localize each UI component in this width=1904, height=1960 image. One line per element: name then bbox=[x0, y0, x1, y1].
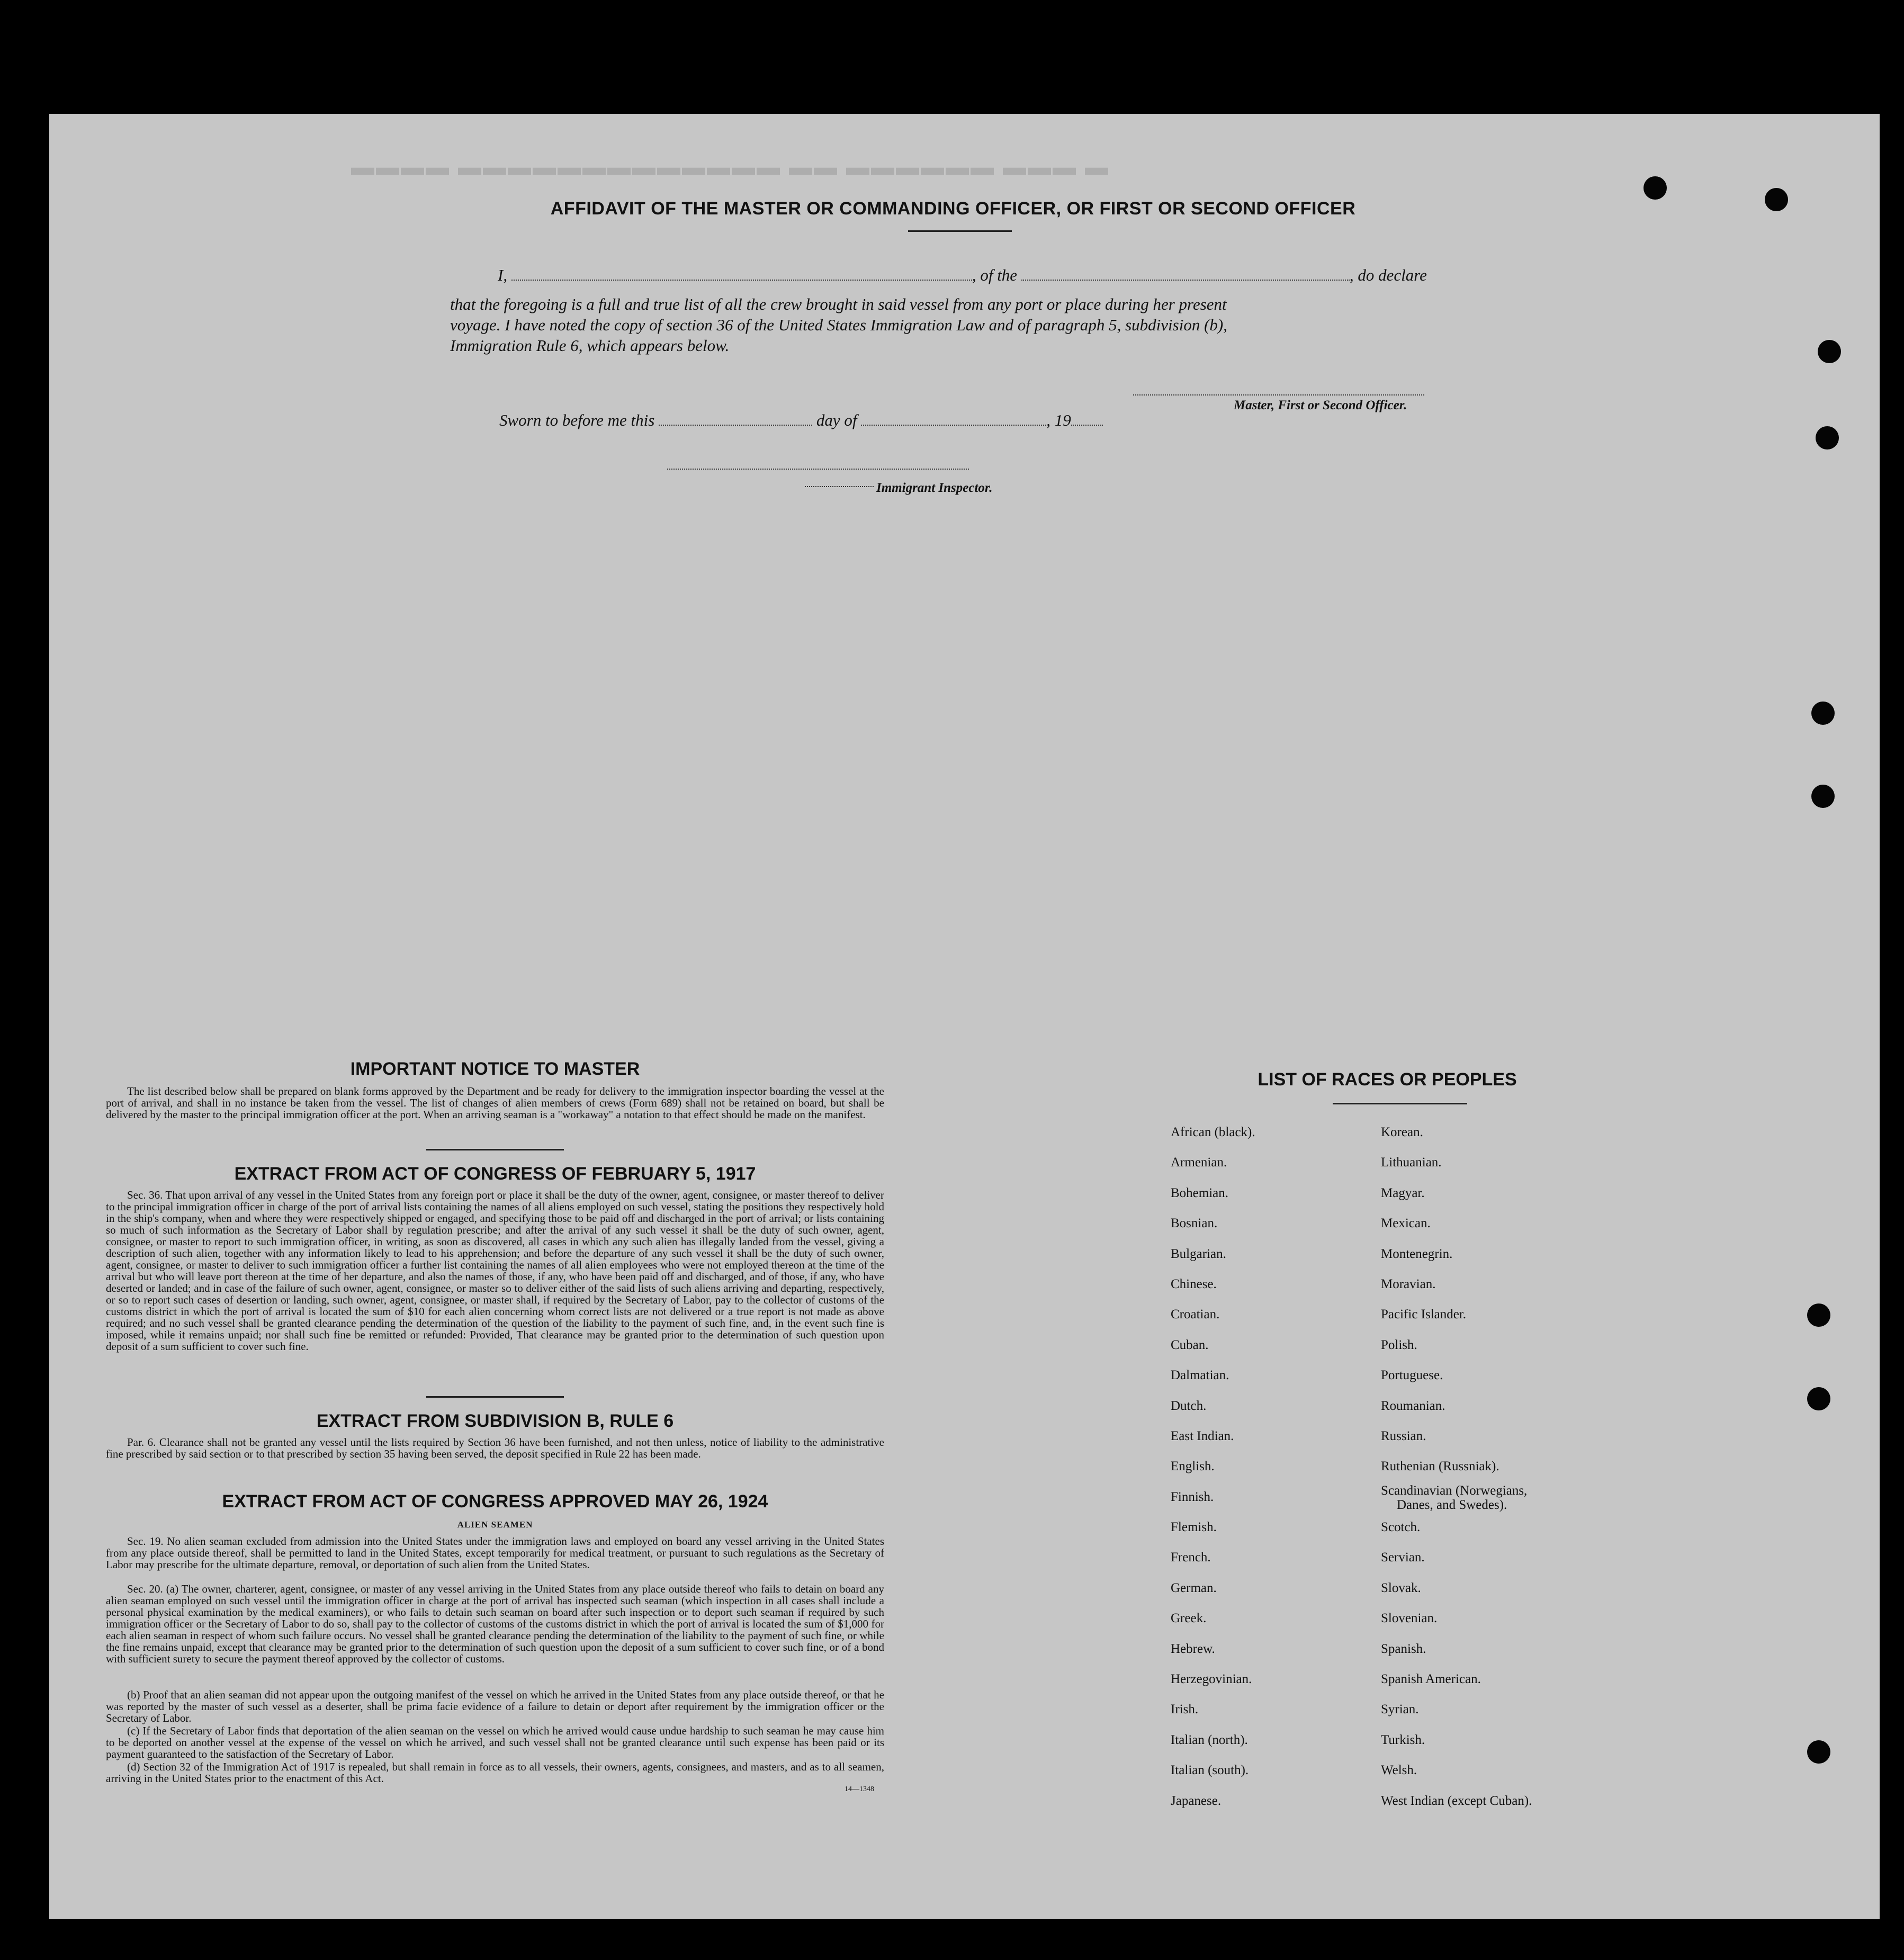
races-right-column bbox=[1381, 1117, 1532, 1816]
race-item: German. bbox=[1171, 1580, 1217, 1595]
binder-hole bbox=[1807, 1740, 1830, 1764]
race-item: African (black). bbox=[1171, 1125, 1255, 1139]
race-item: Pacific Islander. bbox=[1381, 1307, 1467, 1322]
binder-hole bbox=[1811, 702, 1835, 725]
race-item: Russian. bbox=[1381, 1428, 1426, 1443]
race-item: Armenian. bbox=[1171, 1155, 1227, 1170]
do-declare-label: , do declare bbox=[1349, 266, 1427, 284]
section-rule bbox=[426, 1149, 564, 1150]
year-label: , 19 bbox=[1046, 411, 1071, 429]
i-label: I, bbox=[498, 266, 508, 284]
affidavit-heading: AFFIDAVIT OF THE MASTER OR COMMANDING OFFICER, OR FIRST OR SECOND OFFICER bbox=[550, 199, 1356, 219]
form-number: 14—1348 bbox=[845, 1785, 874, 1793]
section-rule bbox=[426, 1396, 564, 1398]
race-item: East Indian. bbox=[1171, 1428, 1234, 1443]
inspector-caption: Immigrant Inspector. bbox=[876, 481, 993, 495]
race-item bbox=[1381, 1482, 1532, 1512]
inspector-signature-line[interactable] bbox=[667, 469, 969, 470]
races-left-column bbox=[1171, 1117, 1255, 1816]
race-item: Dalmatian. bbox=[1171, 1368, 1229, 1383]
race-item: French. bbox=[1171, 1550, 1211, 1565]
race-item: Croatian. bbox=[1171, 1307, 1220, 1322]
race-item: Greek. bbox=[1171, 1611, 1207, 1626]
race-item: Spanish American. bbox=[1381, 1672, 1481, 1687]
master-signature-line[interactable] bbox=[1133, 394, 1424, 395]
race-item: Japanese. bbox=[1171, 1793, 1222, 1808]
race-item: Lithuanian. bbox=[1381, 1155, 1442, 1170]
race-item: Herzegovinian. bbox=[1171, 1672, 1252, 1687]
race-item: Magyar. bbox=[1381, 1185, 1425, 1200]
affidavit-body-2: voyage. I have noted the copy of section 36 of the United States Immigration Law and of paragraph 5, subdivision (b), bbox=[450, 316, 1227, 334]
master-signature-caption: Master, First or Second Officer. bbox=[1234, 398, 1407, 412]
binder-hole bbox=[1643, 176, 1667, 200]
races-heading-rule bbox=[1333, 1103, 1467, 1104]
race-item: Chinese. bbox=[1171, 1276, 1217, 1291]
extract-rule6-heading: EXTRACT FROM SUBDIVISION B, RULE 6 bbox=[316, 1411, 674, 1431]
race-item: Turkish. bbox=[1381, 1732, 1425, 1747]
notice-text: The list described below shall be prepared on blank forms approved by the Department and be ready for delivery to the immigration inspector boarding the vessel at the port of arrival, and shall in no instance be taken from the vessel. The list of changes of alien members of crews (Form 689) shall not be retained on board, but shall be delivered by the master to the principal immigration officer at the port. When an arriving seaman is a "workaway" a notation to that effect should be made on the manifest. bbox=[106, 1085, 884, 1121]
race-item: Moravian. bbox=[1381, 1276, 1436, 1291]
race-item: Roumanian. bbox=[1381, 1398, 1445, 1413]
affidavit-declaration-line bbox=[450, 265, 1472, 285]
race-item: Bosnian. bbox=[1171, 1216, 1218, 1231]
sworn-line bbox=[499, 411, 1103, 430]
binder-hole bbox=[1816, 426, 1839, 449]
race-item: West Indian (except Cuban). bbox=[1381, 1793, 1532, 1808]
extract-1924-heading: EXTRACT FROM ACT OF CONGRESS APPROVED MAY 26, 1924 bbox=[222, 1491, 768, 1512]
race-item: English. bbox=[1171, 1459, 1215, 1474]
race-item: Scotch. bbox=[1381, 1520, 1421, 1535]
extract-1924-sec20b: (b) Proof that an alien seaman did not appear upon the outgoing manifest of the vessel on which he arrived in the United States from any place outside thereof, or that he was reported by the master of such vessel as a deserter, shall be prima facie evidence of a failure to detain or deport after requirement by the immigration officer or the Secretary of Labor. bbox=[106, 1688, 884, 1724]
affidavit-body-3: Immigration Rule 6, which appears below. bbox=[450, 336, 730, 355]
of-the-label: , of the bbox=[972, 266, 1018, 284]
binder-hole bbox=[1765, 188, 1788, 211]
heading-rule bbox=[908, 230, 1012, 232]
race-item: Slovenian. bbox=[1381, 1611, 1438, 1626]
sworn-label: Sworn to before me this bbox=[499, 411, 655, 429]
race-item: Ruthenian (Russniak). bbox=[1381, 1459, 1499, 1474]
race-item: Flemish. bbox=[1171, 1520, 1217, 1535]
race-item: Montenegrin. bbox=[1381, 1246, 1453, 1261]
inspector-caption-leader bbox=[805, 486, 874, 487]
race-item: Bulgarian. bbox=[1171, 1246, 1226, 1261]
binder-hole bbox=[1807, 1387, 1830, 1410]
extract-1917-heading: EXTRACT FROM ACT OF CONGRESS OF FEBRUARY 5, 1917 bbox=[234, 1164, 756, 1184]
sworn-day-blank[interactable] bbox=[659, 425, 812, 426]
extract-1924-sec20a: Sec. 20. (a) The owner, charterer, agent, consignee, or master of any vessel arriving in the United States from any place outside thereof who fails to detain on board any alien seaman employed on such vessel until the immigration officer in charge at the port of arrival has inspected such seaman (which inspection in all cases shall include a personal physical examination by the medical examiners), or who fails to detain such seaman on board after such inspection or to deport such seaman if required by such immigration officer or the Secretary of Labor to do so, shall pay to the collector of customs of the customs district in which the port of arrival is located the sum of $1,000 for each alien seaman in respect of whom such failure occurs. No vessel shall be granted clearance pending the determination of the liability to the payment of such fine, or while the fine remains unpaid, except that clearance may be granted prior to the determination of such question upon the deposit of a sum sufficient to cover such fine, or of a bond with sufficient surety to secure the payment thereof approved by the collector of customs. bbox=[106, 1583, 884, 1665]
extract-rule6-text: Par. 6. Clearance shall not be granted any vessel until the lists required by Section 36 have been furnished, and not then unless, notice of liability to the administrative fine prescribed by said section or to that prescribed by section 35 having been served, the deposit specified in Rule 22 has been made. bbox=[106, 1436, 884, 1460]
race-item: Dutch. bbox=[1171, 1398, 1207, 1413]
race-item: Finnish. bbox=[1171, 1489, 1214, 1504]
race-item: Polish. bbox=[1381, 1337, 1417, 1352]
race-item: Slovak. bbox=[1381, 1580, 1421, 1595]
races-heading: LIST OF RACES OR PEOPLES bbox=[1258, 1069, 1517, 1090]
race-item-scandinavian: Scandinavian (Norwegians, bbox=[1381, 1483, 1528, 1498]
extract-1924-subheading: ALIEN SEAMEN bbox=[457, 1520, 533, 1530]
sworn-year-blank[interactable] bbox=[1071, 425, 1103, 426]
extract-1924-sec20d: (d) Section 32 of the Immigration Act of 1917 is repealed, but shall remain in force as to all vessels, their owners, agents, consignees, and masters, and as to all seamen, arriving in the United States prior to the enactment of this Act. bbox=[106, 1760, 884, 1785]
sworn-month-blank[interactable] bbox=[861, 425, 1046, 426]
binder-hole bbox=[1807, 1303, 1830, 1327]
affidavit-body-1: that the foregoing is a full and true list of all the crew brought in said vessel from any port or place during her present bbox=[450, 295, 1227, 313]
race-item: Italian (south). bbox=[1171, 1763, 1249, 1778]
extract-1917-text: Sec. 36. That upon arrival of any vessel in the United States from any foreign port or place it shall be the duty of the owner, agent, consignee, or master thereof to deliver to the principal immigration officer in charge of the port of arrival lists containing the names of all aliens employed on such vessel, stating the positions they respectively hold in the ship's company, when and where they were respectively shipped or engaged, and specifying those to be paid off and discharged in the port of arrival; or lists containing so much of such information as the Secretary of Labor shall by regulation prescribe; and after the arrival of any such vessel it shall be the duty of such owner, agent, consignee, or master to report to such immigration officer, in writing, as soon as discovered, all cases in which any such alien has illegally landed from the vessel, giving a description of such alien, together with any information likely to lead to his apprehension; and before the departure of any such vessel it shall be the duty of such owner, agent, consignee, or master to deliver to such immigration officer a further list containing the names of all alien employees who were not employed thereon at the time of the arrival but who will leave port thereon at the time of her departure, and also the names of those, if any, who have been paid off and discharged, and of those, if any, who have deserted or landed; and in case of the failure of such owner, agent, consignee, or master so to deliver either of the said lists of such aliens arriving and departing, respectively, or so to report such cases of desertion or landing, such owner, agent, consignee, or master shall, if required by the Secretary of Labor, pay to the collector of customs of the customs district in which the port of arrival is located the sum of $10 for each alien concerning whom correct lists are not delivered or a true report is not made as above required; and no such vessel shall be granted clearance pending the determination of the question of the liability to the payment of such fine, and, in the event such fine is imposed, while it remains unpaid; nor shall such fine be remitted or refunded: Provided, That clearance may be granted prior to the determination of such question upon deposit of a sum sufficient to cover such fine. bbox=[106, 1189, 884, 1353]
reverse-bleed-through: ▬ ▬▬▬ ▬▬▬▬▬▬ ▬▬ ▬▬▬▬▬▬▬▬▬▬▬▬▬ ▬▬▬▬ bbox=[349, 154, 1108, 180]
day-of-label: day of bbox=[816, 411, 857, 429]
race-item: Portuguese. bbox=[1381, 1368, 1443, 1383]
race-item: Welsh. bbox=[1381, 1763, 1417, 1778]
race-item: Bohemian. bbox=[1171, 1185, 1229, 1200]
race-item: Mexican. bbox=[1381, 1216, 1431, 1231]
race-item: Hebrew. bbox=[1171, 1641, 1215, 1656]
race-item: Servian. bbox=[1381, 1550, 1425, 1565]
race-item: Korean. bbox=[1381, 1125, 1423, 1139]
race-item: Spanish. bbox=[1381, 1641, 1426, 1656]
extract-1924-sec20c: (c) If the Secretary of Labor finds that deportation of the alien seaman on the vessel on which he arrived would cause undue hardship to such seaman he may cause him to be deported on another vessel at the expense of the vessel on which he arrived, and such vessel shall not be granted clearance until such expense has been paid or its payment guaranteed to the satisfaction of the Secretary of Labor. bbox=[106, 1724, 884, 1760]
vessel-blank[interactable] bbox=[1021, 280, 1350, 281]
race-item: Syrian. bbox=[1381, 1702, 1419, 1717]
race-item: Irish. bbox=[1171, 1702, 1199, 1717]
binder-hole bbox=[1818, 340, 1841, 363]
notice-heading: IMPORTANT NOTICE TO MASTER bbox=[350, 1059, 640, 1079]
race-item-scandinavian-cont: Danes, and Swedes). bbox=[1397, 1497, 1507, 1512]
binder-hole bbox=[1811, 785, 1835, 808]
race-item: Cuban. bbox=[1171, 1337, 1209, 1352]
race-item: Italian (north). bbox=[1171, 1732, 1248, 1747]
extract-1924-sec19: Sec. 19. No alien seaman excluded from admission into the United States under the immigration laws and employed on board any vessel arriving in the United States from any place outside thereof, shall be permitted to land in the United States, except temporarily for medical treatment, or pursuant to such regulations as the Secretary of Labor may prescribe for the ultimate departure, removal, or deportation of such alien from the United States. bbox=[106, 1535, 884, 1571]
name-blank[interactable] bbox=[511, 280, 972, 281]
